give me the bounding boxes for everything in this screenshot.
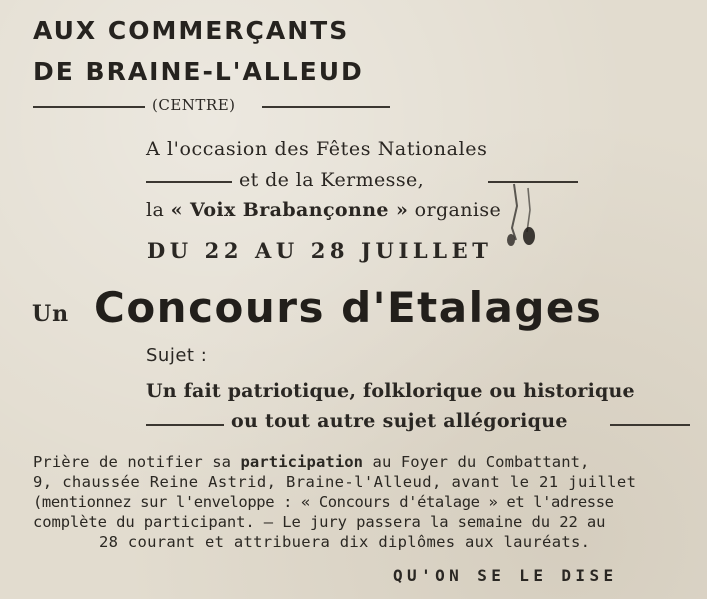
ink-smudge bbox=[492, 180, 562, 260]
rule-left-kermesse bbox=[146, 181, 232, 183]
header-line-1: AUX COMMERÇANTS bbox=[33, 16, 350, 45]
body-line-1-bold: participation bbox=[240, 453, 364, 471]
rule-left-centre bbox=[33, 106, 145, 108]
body-line-1-c: au Foyer du Combattant, bbox=[363, 453, 590, 471]
intro-line-1: A l'occasion des Fêtes Nationales bbox=[146, 138, 488, 160]
headline-prefix: Un bbox=[32, 301, 70, 327]
signoff: QU'ON SE LE DISE bbox=[393, 566, 618, 585]
newspaper-name: « Voix Brabançonne » bbox=[170, 199, 409, 221]
body-line-1 bbox=[33, 453, 590, 471]
rule-left-subject bbox=[146, 424, 224, 426]
rule-right-subject bbox=[610, 424, 690, 426]
body-line-3: (mentionnez sur l'enveloppe : « Concours d'étalage » et l'adresse bbox=[33, 493, 614, 511]
body-line-1-a: Prière de notifier sa bbox=[33, 453, 241, 471]
intro-line-2: et de la Kermesse, bbox=[239, 169, 425, 191]
body-line-5: 28 courant et attribuera dix diplômes aux lauréats. bbox=[99, 533, 591, 551]
headline-title: Concours d'Etalages bbox=[94, 283, 603, 332]
intro-line-3-prefix: la bbox=[146, 199, 171, 221]
intro-line-3 bbox=[146, 199, 501, 221]
event-dates: DU 22 AU 28 JUILLET bbox=[147, 238, 493, 263]
header-line-2: DE BRAINE-L'ALLEUD bbox=[33, 57, 364, 86]
subject-line-1: Un fait patriotique, folklorique ou historique bbox=[146, 380, 635, 402]
body-line-2: 9, chaussée Reine Astrid, Braine-l'Alleud, avant le 21 juillet bbox=[33, 473, 637, 491]
subject-label: Sujet : bbox=[146, 345, 208, 366]
intro-line-3-suffix: organise bbox=[408, 199, 502, 221]
subtitle-centre: (CENTRE) bbox=[152, 96, 236, 114]
subject-line-2: ou tout autre sujet allégorique bbox=[231, 410, 568, 432]
body-line-4: complète du participant. — Le jury passera la semaine du 22 au bbox=[33, 513, 606, 531]
rule-right-centre bbox=[262, 106, 390, 108]
